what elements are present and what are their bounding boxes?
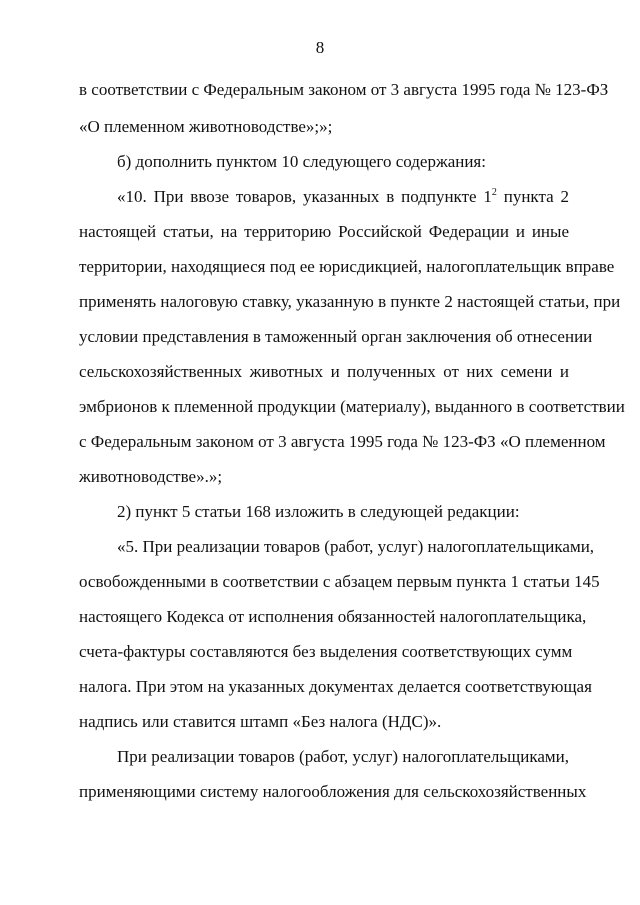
body-line: счета-фактуры составляются без выделения соответствующих сумм: [79, 642, 573, 661]
body-line: в соответствии с Федеральным законом от 3 августа 1995 года № 123-ФЗ: [79, 80, 609, 99]
body-line: При реализации товаров (работ, услуг) налогоплательщиками,: [117, 747, 569, 766]
body-line: настоящей статьи, на территорию Российской Федерации и иные: [79, 222, 569, 241]
body-line: условии представления в таможенный орган заключения об отнесении: [79, 327, 593, 346]
body-line: б) дополнить пунктом 10 следующего содержания:: [117, 152, 486, 171]
body-line: животноводстве».»;: [79, 467, 223, 486]
body-line: применять налоговую ставку, указанную в пункте 2 настоящей статьи, при: [79, 292, 621, 311]
body-line: территории, находящиеся под ее юрисдикцией, налогоплательщик вправе: [79, 257, 615, 276]
text-segment: «10. При ввозе товаров, указанных в подпункте 1: [117, 187, 492, 206]
body-line: «О племенном животноводстве»;»;: [79, 117, 333, 136]
text-segment: пункта 2: [496, 187, 569, 206]
body-line: 2) пункт 5 статьи 168 изложить в следующей редакции:: [117, 502, 520, 521]
body-line-with-superscript: [117, 187, 569, 207]
body-line: с Федеральным законом от 3 августа 1995 года № 123-ФЗ «О племенном: [79, 432, 606, 451]
body-line: надпись или ставится штамп «Без налога (НДС)».: [79, 712, 442, 731]
body-line: эмбрионов к племенной продукции (материалу), выданного в соответствии: [79, 397, 625, 416]
page-number: 8: [315, 38, 325, 57]
body-line: налога. При этом на указанных документах делается соответствующая: [79, 677, 592, 696]
body-line: освобожденными в соответствии с абзацем первым пункта 1 статьи 145: [79, 572, 600, 591]
body-line: настоящего Кодекса от исполнения обязанностей налогоплательщика,: [79, 607, 587, 626]
body-line: сельскохозяйственных животных и полученных от них семени и: [79, 362, 569, 381]
body-line: применяющими систему налогообложения для сельскохозяйственных: [79, 782, 587, 801]
superscript: 2: [491, 187, 497, 198]
body-line: «5. При реализации товаров (работ, услуг) налогоплательщиками,: [117, 537, 595, 556]
